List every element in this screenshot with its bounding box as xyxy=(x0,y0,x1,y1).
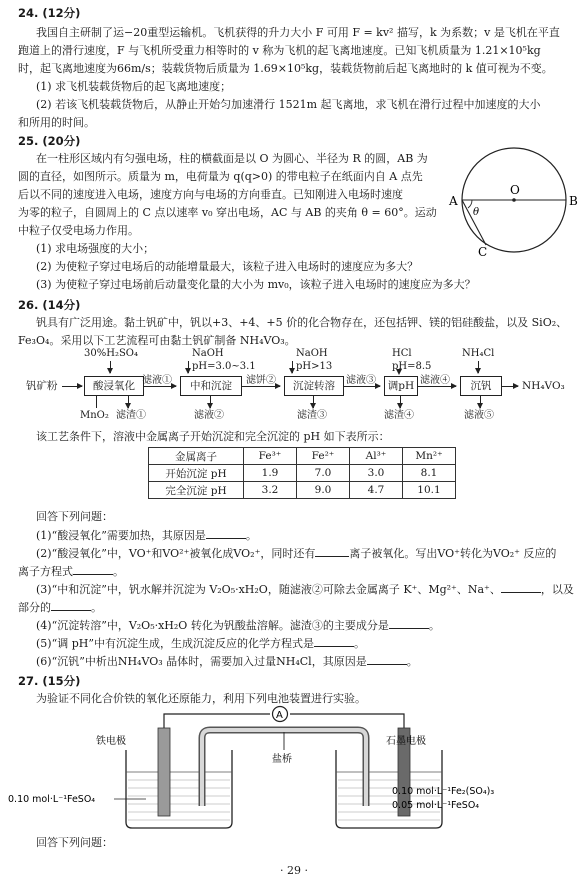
answer-blank[interactable] xyxy=(206,528,246,539)
point-a-label: A xyxy=(449,194,458,208)
q25-line-4: 为零的粒子，自圆周上的 C 点以速率 v₀ 穿出电场，AC 与 AB 的夹角 θ = 60°。运动 xyxy=(18,206,437,219)
graphite-electrode-label: 石墨电极 xyxy=(386,736,426,747)
table-cell: Al³⁺ xyxy=(350,448,403,465)
table-row xyxy=(149,482,456,499)
q26-sub-2-text-c: 离子方程式 xyxy=(18,565,73,578)
table-cell: Mn²⁺ xyxy=(403,448,456,465)
final-product: NH₄VO₃ xyxy=(522,380,565,392)
byproduct-filtrate-5: 滤液⑤ xyxy=(464,410,494,421)
q24-line-6: 和所用的时间。 xyxy=(18,116,95,129)
q26-sub-3-text-a: (3)“中和沉淀”中，钒水解并沉淀为 V₂O₅·xH₂O，随滤液②可除去金属离子 K⁺、Mg²⁺、Na⁺、 xyxy=(36,583,501,596)
theta-label: θ xyxy=(473,207,480,218)
q25-circle-figure xyxy=(446,148,586,260)
q26-sub-6 xyxy=(36,654,418,669)
ammeter-label: A xyxy=(276,710,283,721)
page-number: · 29 · xyxy=(280,864,308,877)
arrow-in-box-5 xyxy=(478,361,479,373)
table-cell: 金属离子 xyxy=(149,448,244,465)
q26-sub-4-period: 。 xyxy=(428,619,440,632)
q24-line-2: 跑道上的滑行速度，F 与飞机所受重力相等时的 v 称为飞机的起飞离地速度。已知飞机质量为 1.21×10⁵kg xyxy=(18,44,541,57)
q24-line-1: 我国自主研制了运−20重型运输机。飞机获得的升力大小 F 可用 F = kv² 描写，k 为系数；v 是飞机在平直 xyxy=(36,26,560,39)
condition-ph-8-5: pH=8.5 xyxy=(392,361,432,372)
reagent-mno2: MnO₂ xyxy=(80,410,109,421)
table-cell: 1.9 xyxy=(244,465,297,482)
step-adjust-ph: 调pH xyxy=(384,376,418,396)
reagent-h2so4: 30%H₂SO₄ xyxy=(84,348,139,359)
q26-sub-2-cont xyxy=(18,564,124,579)
q26-sub-1 xyxy=(36,528,257,543)
table-cell: 9.0 xyxy=(297,482,350,499)
reagent-hcl: HCl xyxy=(392,348,412,359)
point-o-label: O xyxy=(510,183,520,197)
table-cell: 3.0 xyxy=(350,465,403,482)
step-neutralize-precipitate: 中和沉淀 xyxy=(180,376,242,396)
condition-ph-13: pH>13 xyxy=(296,361,333,372)
table-header-row xyxy=(149,448,456,465)
left-solution-label: 0.10 mol·L⁻¹FeSO₄ xyxy=(8,794,96,805)
q26-sub-6-text: (6)“沉钒”中析出NH₄VO₃ 晶体时，需要加入过量NH₄Cl，其原因是 xyxy=(36,655,367,668)
table-cell: Fe²⁺ xyxy=(297,448,350,465)
q26-sub-5-text: (5)“调 pH”中有沉淀生成，生成沉淀反应的化学方程式是 xyxy=(36,637,314,650)
byproduct-residue-4: 滤渣④ xyxy=(384,410,414,421)
right-solution-label-1: 0.10 mol·L⁻¹Fe₂(SO₄)₃ xyxy=(392,786,495,797)
question-26-heading: 26. (14分) xyxy=(18,298,81,312)
q26-sub-3-cont xyxy=(18,600,102,615)
q26-sub-3-period: 。 xyxy=(91,601,102,614)
q26-sub-4 xyxy=(36,618,440,633)
arrow-in-box-3 xyxy=(292,361,293,373)
table-cell: Fe³⁺ xyxy=(244,448,297,465)
answer-blank[interactable] xyxy=(501,582,541,593)
table-cell: 完全沉淀 pH xyxy=(149,482,244,499)
arrow-in-box-2 xyxy=(188,361,189,373)
table-cell: 8.1 xyxy=(403,465,456,482)
q26-sub-3-text-c: 部分的 xyxy=(18,601,51,614)
salt-bridge-label: 盐桥 xyxy=(272,754,292,765)
q25-part-3: (3) 为使粒子穿过电场前后动量变化量的大小为 mv₀，该粒子进入电场时的速度应为多大？ xyxy=(36,278,476,291)
arrow-in-box-1 xyxy=(110,361,111,373)
iron-electrode xyxy=(158,728,170,816)
question-25-heading: 25. (20分) xyxy=(18,134,81,148)
start-material: 钒矿粉 xyxy=(26,380,58,392)
answer-blank[interactable] xyxy=(51,600,91,611)
q26-sub-2 xyxy=(36,546,556,561)
intermediate-filtrate-1: 滤液① xyxy=(142,375,172,386)
right-solution-label-2: 0.05 mol·L⁻¹FeSO₄ xyxy=(392,800,480,811)
point-b-label: B xyxy=(569,194,578,208)
q26-sub-5-period: 。 xyxy=(353,637,365,650)
byproduct-residue-3: 滤渣③ xyxy=(297,410,327,421)
iron-electrode-label: 铁电极 xyxy=(96,736,126,747)
answer-blank[interactable] xyxy=(314,636,354,647)
condition-ph-3: pH=3.0~3.1 xyxy=(192,361,256,372)
q24-part-2: (2) 若该飞机装载货物后，从静止开始匀加速滑行 1521m 起飞离地，求飞机在滑行过程中加速度的大小 xyxy=(36,98,541,111)
table-cell: 4.7 xyxy=(350,482,403,499)
answer-blank[interactable] xyxy=(367,654,407,665)
question-27-heading: 27. (15分) xyxy=(18,674,81,688)
q26-sub-1-period: 。 xyxy=(245,529,257,542)
q26-sub-2-period: 。 xyxy=(113,565,124,578)
q24-part-1: (1) 求飞机装载货物后的起飞离地速度； xyxy=(36,80,232,93)
arrow-5 xyxy=(502,386,518,387)
table-cell: 10.1 xyxy=(403,482,456,499)
q26-sub-3-text-b: ，以及 xyxy=(540,583,574,596)
table-row xyxy=(149,465,456,482)
table-cell: 3.2 xyxy=(244,482,297,499)
intermediate-cake-2: 滤饼② xyxy=(246,375,276,386)
answer-blank[interactable] xyxy=(389,618,429,629)
arrow-out-4 xyxy=(400,396,401,408)
q24-line-3: 时，起飞离地速度为66m/s；装载货物后质量为 1.69×10⁵kg，装载货物前后起飞离地时的 k 值可视为不变。 xyxy=(18,62,553,75)
step-acid-leach-oxidize: 酸浸氧化 xyxy=(84,376,144,396)
arrow-out-2 xyxy=(210,396,211,408)
reagent-naoh-1: NaOH xyxy=(192,348,224,359)
table-intro: 该工艺条件下，溶液中金属离子开始沉淀和完全沉淀的 pH 如下表所示： xyxy=(36,430,390,443)
step-precipitate-redissolve: 沉淀转溶 xyxy=(284,376,344,396)
point-c-label: C xyxy=(478,245,488,259)
battery-cell-figure xyxy=(8,706,496,832)
q26-sub-3 xyxy=(36,582,574,597)
q26-answer-prompt: 回答下列问题： xyxy=(36,510,113,523)
q26-sub-2-text-a: (2)“酸浸氧化”中，VO⁺和VO²⁺被氧化成VO₂⁺，同时还有 xyxy=(36,547,316,560)
q25-line-2: 圆的直径，如图所示。质量为 m，电荷量为 q(q>0) 的带电粒子在纸面内自 A 点先 xyxy=(18,170,423,183)
arrow-mno2-up xyxy=(96,396,97,408)
byproduct-residue-1: 滤渣① xyxy=(116,410,146,421)
arrow-start xyxy=(62,386,82,387)
q26-sub-6-period: 。 xyxy=(406,655,418,668)
step-precipitate-vanadium: 沉钒 xyxy=(460,376,502,396)
reagent-nh4cl: NH₄Cl xyxy=(462,348,495,359)
q27-answer-prompt: 回答下列问题： xyxy=(36,836,113,849)
q27-line-1: 为验证不同化合价铁的氧化还原能力，利用下列电池装置进行实验。 xyxy=(36,692,366,705)
q26-sub-5 xyxy=(36,636,365,651)
arrow-out-1 xyxy=(128,396,129,408)
q25-part-1: (1) 求电场强度的大小； xyxy=(36,242,155,255)
table-cell: 开始沉淀 pH xyxy=(149,465,244,482)
answer-blank[interactable] xyxy=(73,564,113,575)
q26-sub-2-text-b: 离子被氧化。写出VO⁺转化为VO₂⁺ 反应的 xyxy=(349,547,557,560)
ph-table xyxy=(148,447,456,499)
q25-line-5: 中粒子仅受电场力作用。 xyxy=(18,224,139,237)
arrow-out-5 xyxy=(480,396,481,408)
byproduct-filtrate-2: 滤液② xyxy=(194,410,224,421)
table-cell: 7.0 xyxy=(297,465,350,482)
q25-part-2: (2) 为使粒子穿过电场后的动能增量最大，该粒子进入电场时的速度应为多大？ xyxy=(36,260,419,273)
q25-line-3: 后以不同的速度进入电场，速度方向与电场的方向垂直。已知刚进入电场时速度 xyxy=(18,188,403,201)
question-24-heading: 24. (12分) xyxy=(18,6,81,20)
q26-sub-4-text: (4)“沉淀转溶”中，V₂O₅·xH₂O 转化为钒酸盐溶解。滤渣③的主要成分是 xyxy=(36,619,389,632)
arrow-out-3 xyxy=(313,396,314,408)
answer-blank[interactable] xyxy=(315,546,349,557)
q26-sub-1-text: (1)“酸浸氧化”需要加热，其原因是 xyxy=(36,529,206,542)
reagent-naoh-2: NaOH xyxy=(296,348,328,359)
intermediate-filtrate-3: 滤液③ xyxy=(346,375,376,386)
q26-line-2: Fe₃O₄。采用以下工艺流程可由黏土钒矿制备 NH₄VO₃。 xyxy=(18,334,296,347)
q25-line-1: 在一柱形区域内有匀强电场，柱的横截面是以 O 为圆心、半径为 R 的圆，AB 为 xyxy=(36,152,428,165)
intermediate-filtrate-4: 滤液④ xyxy=(420,375,450,386)
q26-line-1: 钒具有广泛用途。黏土钒矿中，钒以+3、+4、+5 价的化合物存在，还包括钾、镁的铝硅酸盐，以及 SiO₂、 xyxy=(36,316,568,329)
